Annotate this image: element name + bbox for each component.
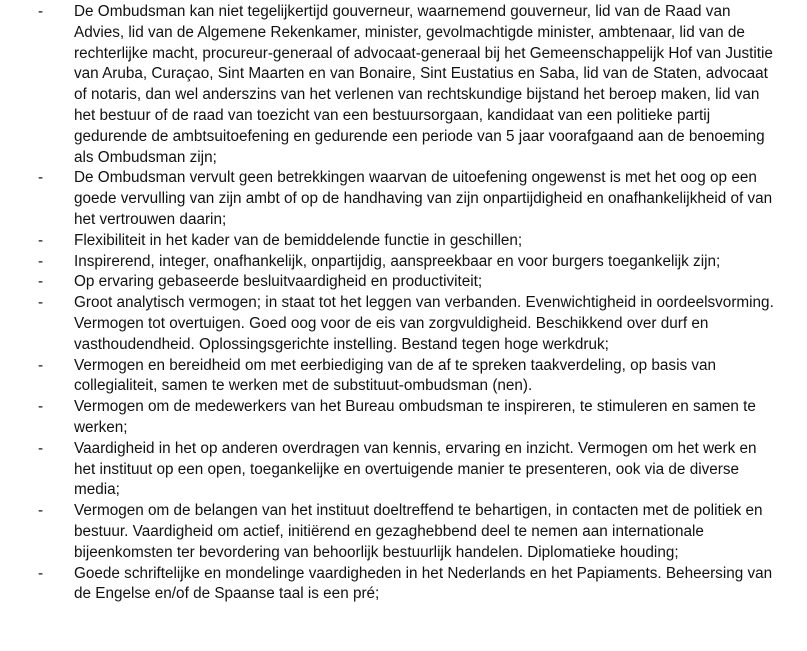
list-item-text: Vermogen om de belangen van het instituut doeltreffend te behartigen, in contacten met de politiek en bestuur. Vaardigheid om actief, initiërend en gezaghebbend deel te nemen aan internationale bijeenkomsten ter bevordering van behoorlijk bestuurlijk handelen. Diplomatieke houding;: [74, 502, 763, 561]
bullet-dash: -: [38, 169, 44, 187]
list-item: [0, 293, 807, 355]
list-item-text: Inspirerend, integer, onafhankelijk, onpartijdig, aanspreekbaar en voor burgers toegankelijk zijn;: [74, 252, 721, 270]
bullet-dash: -: [38, 294, 44, 312]
list-item: [0, 564, 807, 606]
list-item-text: Vermogen om de medewerkers van het Bureau ombudsman te inspireren, te stimuleren en samen te werken;: [74, 398, 756, 436]
list-item-text: Vaardigheid in het op anderen overdragen van kennis, ervaring en inzicht. Vermogen om het werk en het instituut op een open, toegankelijke en overtuigende manier te presenteren, ook via de diverse media;: [74, 439, 757, 499]
list-item: [0, 168, 807, 230]
list-item-text: De Ombudsman kan niet tegelijkertijd gouverneur, waarnemend gouverneur, lid van de Raad van Advies, lid van de Algemene Rekenkamer, minister, gevolmachtigde minister, ambtenaar, lid van de rechterlijke macht, procureur-generaal of advocaat-generaal bij het Gemeenschappelijk Hof van Justitie van Aruba, Curaçao, Sint Maarten en van Bonaire, Sint Eustatius en Saba, lid van de Staten, advocaat of notaris, dan wel anderszins van het verlenen van rechtskundige bijstand het beroep maken, lid van het bestuur of de raad van toezicht van een bestuursorgaan, kandidaat van een politieke partij gedurende de ambtsuitoefening en gedurende een periode van 5 jaar voorafgaand aan de benoeming als Ombudsman zijn;: [74, 3, 773, 166]
bullet-dash: -: [38, 439, 44, 457]
bullet-dash: -: [38, 273, 44, 291]
list-item: [0, 397, 807, 439]
bullet-dash: -: [38, 3, 44, 20]
bullet-dash: -: [38, 231, 44, 249]
bullet-dash: -: [38, 502, 44, 520]
bullet-dash: -: [38, 564, 44, 582]
requirements-list: [0, 2, 807, 605]
bullet-dash: -: [38, 252, 44, 270]
list-item-text: Groot analytisch vermogen; in staat tot het leggen van verbanden. Evenwichtigheid in oordeelsvorming. Vermogen tot overtuigen. Goed oog voor de eis van zorgvuldigheid. Beschikkend over durf en vasthoudendheid. Oplossingsgerichte instelling. Bestand tegen hoge werkdruk;: [74, 294, 774, 353]
list-item: [0, 272, 807, 293]
list-item-text: Op ervaring gebaseerde besluitvaardigheid en productiviteit;: [74, 273, 483, 291]
list-item: [0, 2, 807, 168]
list-item-text: De Ombudsman vervult geen betrekkingen waarvan de uitoefening ongewenst is met het oog op een goede vervulling van zijn ambt of op de handhaving van zijn onpartijdigheid en onafhankelijkheid of van het vertrouwen daarin;: [74, 169, 773, 228]
list-item-text: Vermogen en bereidheid om met eerbiediging van de af te spreken taakverdeling, op basis van collegialiteit, samen te werken met de substituut-ombudsman (nen).: [74, 356, 717, 395]
bullet-dash: -: [38, 356, 44, 374]
list-item: [0, 501, 807, 563]
list-item: [0, 252, 807, 273]
bullet-dash: -: [38, 398, 44, 416]
list-item: [0, 231, 807, 252]
list-item-text: Goede schriftelijke en mondelinge vaardigheden in het Nederlands en het Papiaments. Beheersing van de Engelse en/of de Spaanse taal is een pré;: [74, 564, 773, 603]
list-item: [0, 356, 807, 398]
list-item: [0, 439, 807, 501]
list-item-text: Flexibiliteit in het kader van de bemiddelende functie in geschillen;: [74, 231, 523, 249]
